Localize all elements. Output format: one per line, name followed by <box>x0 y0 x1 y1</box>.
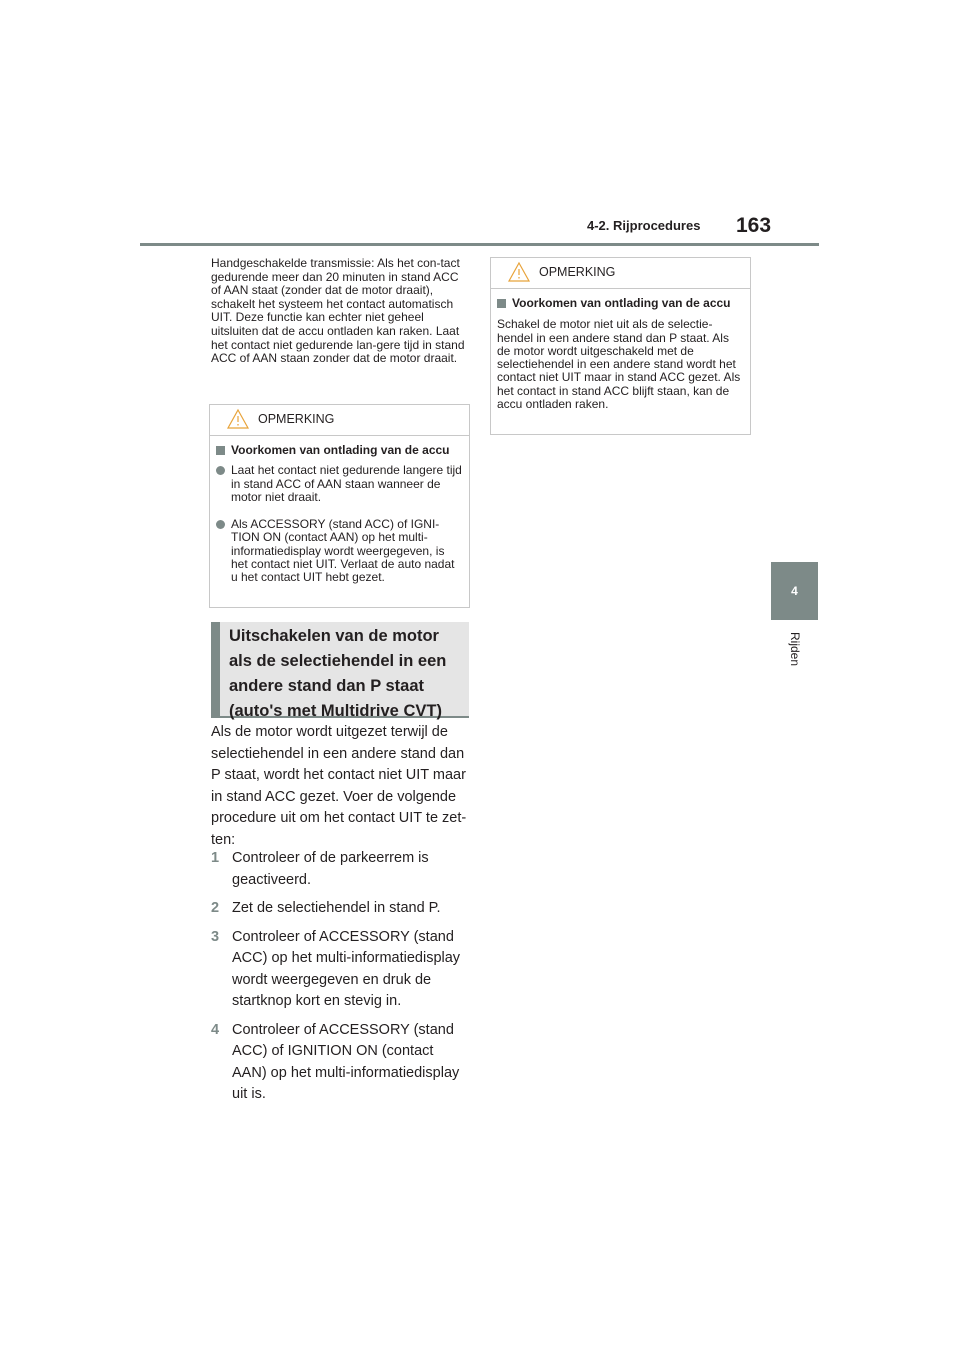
round-bullet-icon <box>216 520 225 529</box>
list-item <box>216 518 463 584</box>
procedure-steps <box>211 848 469 1113</box>
step-number: 4 <box>211 1021 220 1038</box>
notice-box-left <box>209 404 470 608</box>
page-number: 163 <box>736 214 772 237</box>
square-bullet-icon <box>497 299 506 308</box>
step-item <box>211 898 469 920</box>
intro-paragraph: Handgeschakelde transmissie: Als het con-tact gedurende meer dan 20 minuten in stand ACC of AAN staat (zonder dat de motor draait), schakelt het systeem het contact automatisch UIT. Deze functie kan echter niet geheel uitsluiten dat de accu ontladen kan raken. Laat het contact niet gedurende lan-gere tijd in stand ACC of AAN staan zonder dat de motor draait. <box>211 256 465 366</box>
step-text: Zet de selectiehendel in stand P. <box>232 900 441 916</box>
header-divider <box>140 243 819 246</box>
notice-header <box>491 258 750 289</box>
notice-box-right <box>490 257 751 435</box>
section-title: 4-2. Rijprocedures <box>587 218 701 233</box>
step-number: 2 <box>211 900 220 916</box>
step-text: Controleer of de parkeerrem is geactiveerd. <box>232 850 429 888</box>
body-paragraph: Als de motor wordt uitgezet terwijl de selectiehendel in een andere stand dan P staat, wordt het contact niet UIT maar in stand ACC gezet. Voer de volgende procedure uit om het contact UIT te zet-ten: <box>211 724 467 848</box>
list-item-text: Als ACCESSORY (stand ACC) of IGNI-TION ON (contact AAN) op het multi-informatiedisplay wordt weergegeven, is het contact niet UIT. Verlaat de auto nadat u het contact UIT hebt gezet. <box>231 517 455 585</box>
chapter-label: Rijden <box>788 632 802 667</box>
list-item-text: Laat het contact niet gedurende langere tijd in stand ACC of AAN staan wanneer de motor niet draait. <box>231 463 462 504</box>
list-item <box>216 464 463 504</box>
notice-text: Schakel de motor niet uit als de selectie-hendel in een andere stand dan P staat. Als de motor wordt uitgeschakeld met de selectiehendel in een andere stand wordt het contact niet UIT maar in stand ACC gezet. Als het contact in stand ACC blijft staan, kan de accu ontladen raken. <box>497 317 741 412</box>
step-item <box>211 848 469 891</box>
warning-icon <box>507 261 531 283</box>
section-heading: Uitschakelen van de motor als de selectiehendel in een andere stand dan P staat (auto's met Multidrive CVT) <box>211 622 469 718</box>
chapter-tab: 4 <box>771 562 818 620</box>
step-number: 3 <box>211 928 220 945</box>
step-item <box>211 1020 469 1106</box>
notice-subheading-text: Voorkomen van ontlading van de accu <box>512 296 731 310</box>
square-bullet-icon <box>216 446 225 455</box>
notice-subheading <box>216 444 463 457</box>
step-item <box>211 927 469 1013</box>
step-number: 1 <box>211 850 220 866</box>
notice-subheading-text: Voorkomen van ontlading van de accu <box>231 443 450 457</box>
round-bullet-icon <box>216 466 225 475</box>
step-text: Controleer of ACCESSORY (stand ACC) op het multi-informatiedisplay wordt weergegeven en druk de startknop kort en stevig in. <box>232 928 461 1009</box>
notice-title: OPMERKING <box>258 412 335 426</box>
step-text: Controleer of ACCESSORY (stand ACC) of IGNITION ON (contact AAN) op het multi-informatiedisplay uit is. <box>232 1021 460 1102</box>
notice-title: OPMERKING <box>539 265 616 279</box>
notice-subheading <box>497 297 744 310</box>
warning-icon <box>226 408 250 430</box>
notice-header <box>210 405 469 436</box>
